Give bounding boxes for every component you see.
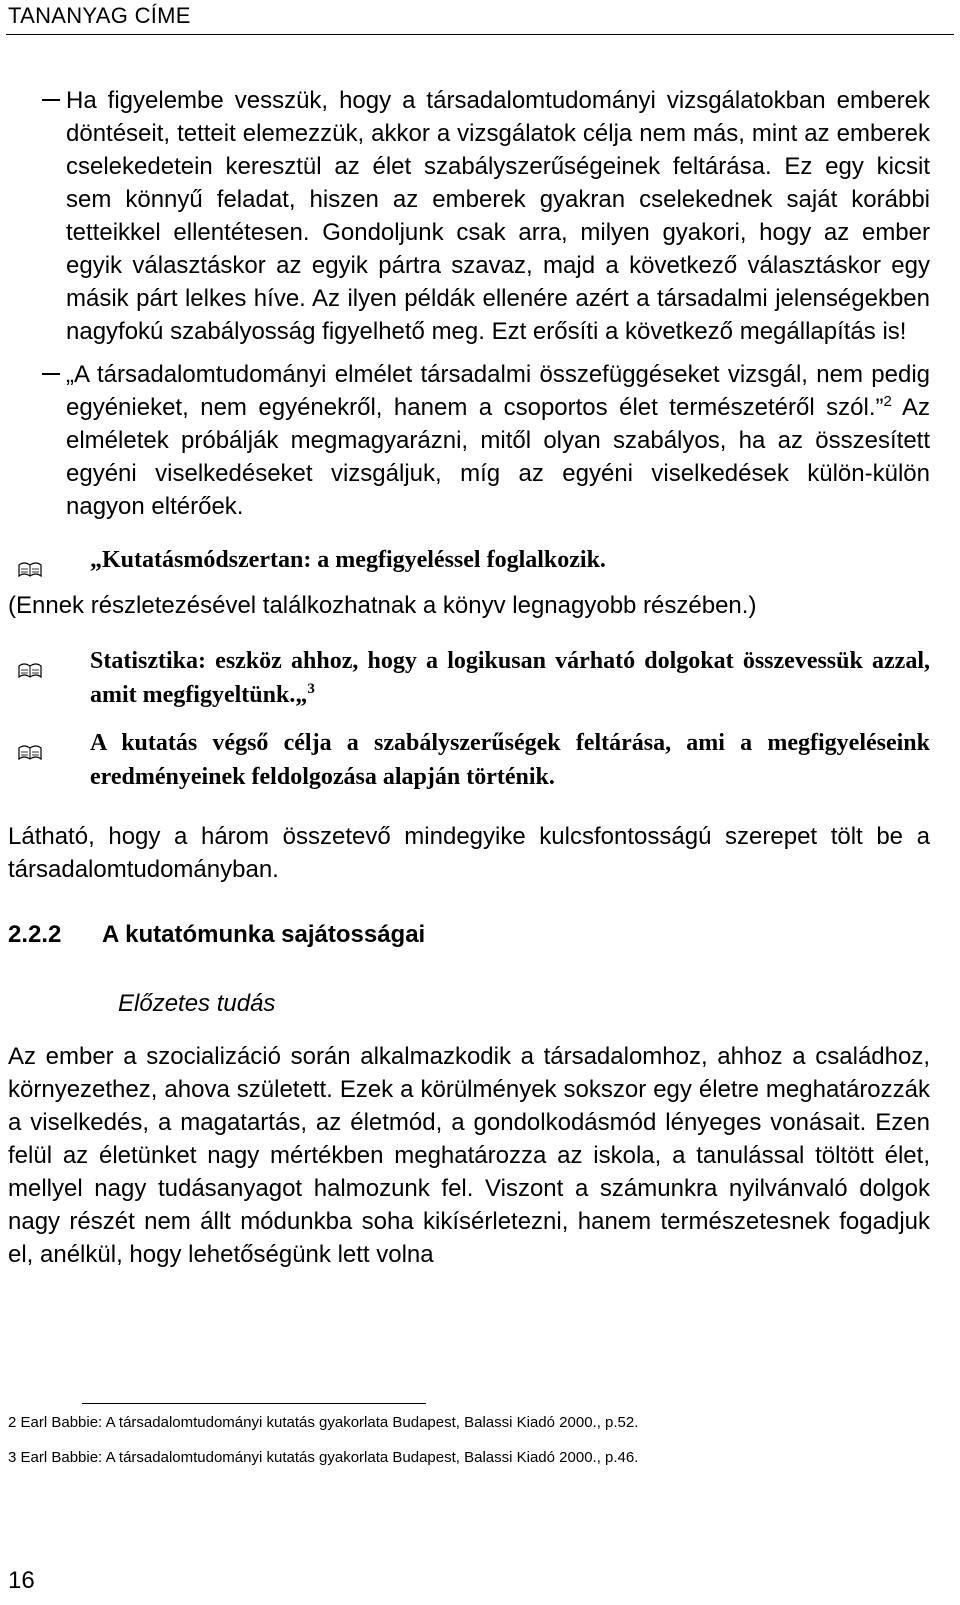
list-item-text: Ha figyelembe vesszük, hogy a társadalomtudományi vizsgálatokban emberek döntéseit, tetteit elemezzük, akkor a vizsgálatok célja nem más, mint az emberek cselekedetein keresztül az élet szabályszerűségeinek feltárása. Ez egy kicsit sem könnyű feladat, hiszen az emberek gyakran cselekednek saját korábbi tetteikkel ellentétesen. Gondoljunk csak arra, milyen gyakori, hogy az ember egyik választáskor az egyik pártra szavaz, majd a következő választáskor egy másik párt lelkes híve. Az ilyen példák ellenére azért a társadalmi jelenségekben nagyfokú szabályosság figyelhető meg. Ezt erősíti a következő megállapítás is! (66, 87, 930, 345)
footnote-ref[interactable]: 2 (883, 393, 892, 410)
conclusion-paragraph: Látható, hogy a három összetevő mindegyike kulcsfontosságú szerepet tölt be a társadalomtudományban. (8, 823, 930, 883)
footnote-2: 2 Earl Babbie: A társadalomtudományi kutatás gyakorlata Budapest, Balassi Kiadó 2000., p.52. (8, 1414, 639, 1431)
section-number: 2.2.2 (8, 921, 62, 948)
list-item-text: Az elméletek próbálják megmagyarázni, mitől olyan szabályos, ha az összesített egyéni viselkedéseket vizsgáljuk, míg az egyéni viselkedések külön-külön nagyon eltérőek. (66, 394, 930, 520)
book-list-item (8, 726, 930, 794)
quote-text: „A társadalomtudományi elmélet társadalmi összefüggéseket vizsgál, nem pedig egyénieket, nem egyénekről, hanem a csoportos élet természetéről szól.” (66, 361, 930, 421)
footnote-3: 3 Earl Babbie: A társadalomtudományi kutatás gyakorlata Budapest, Balassi Kiadó 2000., p.46. (8, 1449, 639, 1466)
open-book-icon (18, 553, 42, 587)
running-title: TANANYAG CÍME (8, 3, 191, 28)
subheading: Előzetes tudás (118, 990, 276, 1017)
footnote-ref[interactable]: 3 (307, 681, 315, 697)
dash-icon (42, 99, 60, 101)
open-book-icon (18, 654, 42, 688)
dash-icon (42, 373, 60, 375)
footnote-separator (82, 1403, 426, 1404)
page-header (6, 0, 954, 35)
section-heading (8, 918, 930, 951)
book-item-text: A kutatás végső célja a szabályszerűségek feltárása, ami a megfigyeléseink eredményeinek feldolgozása alapján történik. (90, 730, 930, 790)
dash-list-item (8, 358, 930, 523)
page-content (8, 84, 930, 1271)
open-book-icon (18, 736, 42, 770)
body-paragraph: Az ember a szocializáció során alkalmazkodik a társadalomhoz, ahhoz a családhoz, környezethez, ahova született. Ezek a körülmények sokszor egy életre meghatározzák a viselkedés, a magatartás, az életmód, a gondolkodásmód lényeges vonásait. Ezen felül az életünket nagy mértékben meghatározza az iskola, a tanulással töltött élet, mellyel nagy tudásanyagot halmozunk fel. Viszont a számunkra nyilvánvaló dolgok nagy részét nem állt módunkba soha kikísérletezni, hanem természetesnek fogadjuk el, anélkül, hogy lehetőségünk lett volna (8, 1043, 930, 1268)
note-paragraph: (Ennek részletezésével találkozhatnak a könyv legnagyobb részében.) (8, 592, 757, 619)
book-list-item (8, 644, 930, 712)
section-title: A kutatómunka sajátosságai (102, 921, 426, 948)
page-number: 16 (8, 1567, 35, 1594)
book-item-text: „Kutatásmódszertan: a megfigyeléssel foglalkozik. (90, 547, 606, 573)
dash-list-item (8, 84, 930, 348)
book-item-text: Statisztika: eszköz ahhoz, hogy a logikusan várható dolgokat összevessük azzal, amit megfigyeltünk.„ (90, 648, 930, 708)
book-list-item (8, 543, 930, 577)
